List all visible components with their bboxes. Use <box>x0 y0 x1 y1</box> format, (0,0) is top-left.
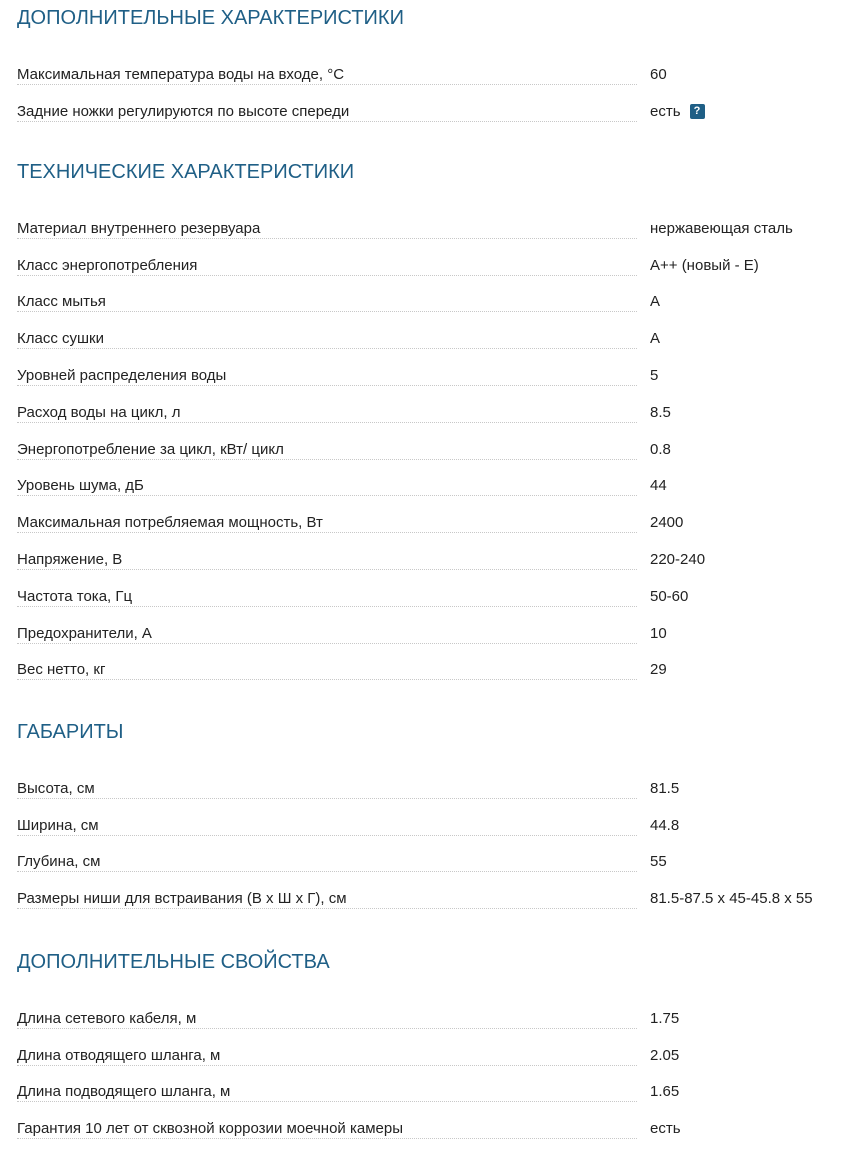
section-additional-characteristics <box>17 5 701 130</box>
spec-label: Класс сушки <box>17 330 110 347</box>
spec-label: Размеры ниши для встраивания (В x Ш x Г), см <box>17 890 353 907</box>
spec-value: 55 <box>650 853 667 871</box>
spec-list <box>17 210 793 688</box>
dotted-leader <box>17 606 637 607</box>
dotted-leader <box>17 1101 637 1102</box>
spec-label: Частота тока, Гц <box>17 588 138 605</box>
spec-value: 8.5 <box>650 403 671 421</box>
spec-label: Расход воды на цикл, л <box>17 404 186 421</box>
spec-label: Максимальная потребляемая мощность, Вт <box>17 514 329 531</box>
spec-row <box>17 1110 681 1147</box>
spec-list <box>17 56 701 130</box>
spec-row <box>17 1000 680 1037</box>
dotted-leader <box>17 835 637 836</box>
dotted-leader <box>17 459 637 460</box>
help-icon[interactable]: ? <box>690 104 705 119</box>
section-additional-properties <box>17 949 681 1147</box>
dotted-leader <box>17 422 637 423</box>
spec-value: 44 <box>650 477 667 495</box>
section-title: ДОПОЛНИТЕЛЬНЫЕ ХАРАКТЕРИСТИКИ <box>17 7 404 29</box>
spec-label: Гарантия 10 лет от сквозной коррозии моечной камеры <box>17 1120 409 1137</box>
spec-value: 81.5 <box>650 779 680 797</box>
dotted-leader <box>17 908 637 909</box>
spec-label: Материал внутреннего резервуара <box>17 220 266 237</box>
spec-row <box>17 284 661 321</box>
spec-value: 220-240 <box>650 551 706 569</box>
spec-label: Уровней распределения воды <box>17 367 232 384</box>
section-title: ДОПОЛНИТЕЛЬНЫЕ СВОЙСТВА <box>17 951 330 973</box>
spec-row <box>17 56 667 93</box>
spec-value: 1.65 <box>650 1083 680 1101</box>
spec-row <box>17 394 671 431</box>
spec-value: 50-60 <box>650 587 689 605</box>
spec-row <box>17 1037 680 1074</box>
spec-row <box>17 431 671 468</box>
spec-value: 44.8 <box>650 816 680 834</box>
spec-value: 5 <box>650 367 659 385</box>
spec-list <box>17 770 813 917</box>
spec-label: Напряжение, В <box>17 551 128 568</box>
spec-row <box>17 770 680 807</box>
spec-value: 0.8 <box>650 440 671 458</box>
spec-label: Класс энергопотребления <box>17 257 203 274</box>
section-dimensions <box>17 719 813 917</box>
spec-list <box>17 1000 681 1147</box>
spec-label: Глубина, см <box>17 853 106 870</box>
spec-row <box>17 807 680 844</box>
dotted-leader <box>17 798 637 799</box>
spec-value: 10 <box>650 624 667 642</box>
spec-row <box>17 652 667 689</box>
spec-value: нержавеющая сталь <box>650 219 793 237</box>
spec-value: A++ (новый - E) <box>650 256 759 274</box>
spec-label: Уровень шума, дБ <box>17 477 150 494</box>
dotted-leader <box>17 1138 637 1139</box>
spec-label: Длина сетевого кабеля, м <box>17 1010 202 1027</box>
spec-row <box>17 541 706 578</box>
spec-value: есть <box>650 102 681 120</box>
dotted-leader <box>17 643 637 644</box>
spec-value: 1.75 <box>650 1009 680 1027</box>
spec-value: 2.05 <box>650 1046 680 1064</box>
dotted-leader <box>17 495 637 496</box>
dotted-leader <box>17 385 637 386</box>
dotted-leader <box>17 569 637 570</box>
spec-label: Ширина, см <box>17 817 105 834</box>
dotted-leader <box>17 871 637 872</box>
spec-row <box>17 210 793 247</box>
spec-label: Предохранители, А <box>17 625 158 642</box>
dotted-leader <box>17 1028 637 1029</box>
dotted-leader <box>17 1065 637 1066</box>
spec-label: Задние ножки регулируются по высоте спереди <box>17 103 355 120</box>
spec-value: 81.5-87.5 x 45-45.8 x 55 <box>650 890 813 908</box>
spec-row <box>17 880 813 917</box>
spec-value: есть <box>650 1120 681 1138</box>
spec-label: Класс мытья <box>17 293 112 310</box>
dotted-leader <box>17 275 637 276</box>
dotted-leader <box>17 679 637 680</box>
spec-label: Высота, см <box>17 780 101 797</box>
spec-value: 2400 <box>650 514 684 532</box>
spec-value-with-help <box>650 103 705 120</box>
spec-row <box>17 357 659 394</box>
dotted-leader <box>17 121 637 122</box>
section-title: ТЕХНИЧЕСКИЕ ХАРАКТЕРИСТИКИ <box>17 161 355 183</box>
dotted-leader <box>17 238 637 239</box>
spec-label: Энергопотребление за цикл, кВт/ цикл <box>17 441 290 458</box>
dotted-leader <box>17 532 637 533</box>
dotted-leader <box>17 84 637 85</box>
spec-value: A <box>650 293 661 311</box>
dotted-leader <box>17 348 637 349</box>
spec-row <box>17 247 759 284</box>
spec-row <box>17 615 667 652</box>
spec-row <box>17 93 701 130</box>
spec-value: 29 <box>650 661 667 679</box>
section-title: ГАБАРИТЫ <box>17 721 124 743</box>
spec-label: Вес нетто, кг <box>17 661 111 678</box>
spec-row <box>17 468 667 505</box>
spec-row <box>17 578 689 615</box>
spec-value: 60 <box>650 65 667 83</box>
spec-row <box>17 844 667 881</box>
spec-label: Максимальная температура воды на входе, °C <box>17 66 350 83</box>
section-technical-characteristics <box>17 159 793 688</box>
spec-label: Длина отводящего шланга, м <box>17 1047 226 1064</box>
spec-row <box>17 320 661 357</box>
spec-label: Длина подводящего шланга, м <box>17 1083 236 1100</box>
spec-row <box>17 504 684 541</box>
spec-row <box>17 1074 680 1111</box>
dotted-leader <box>17 311 637 312</box>
spec-value: A <box>650 330 661 348</box>
